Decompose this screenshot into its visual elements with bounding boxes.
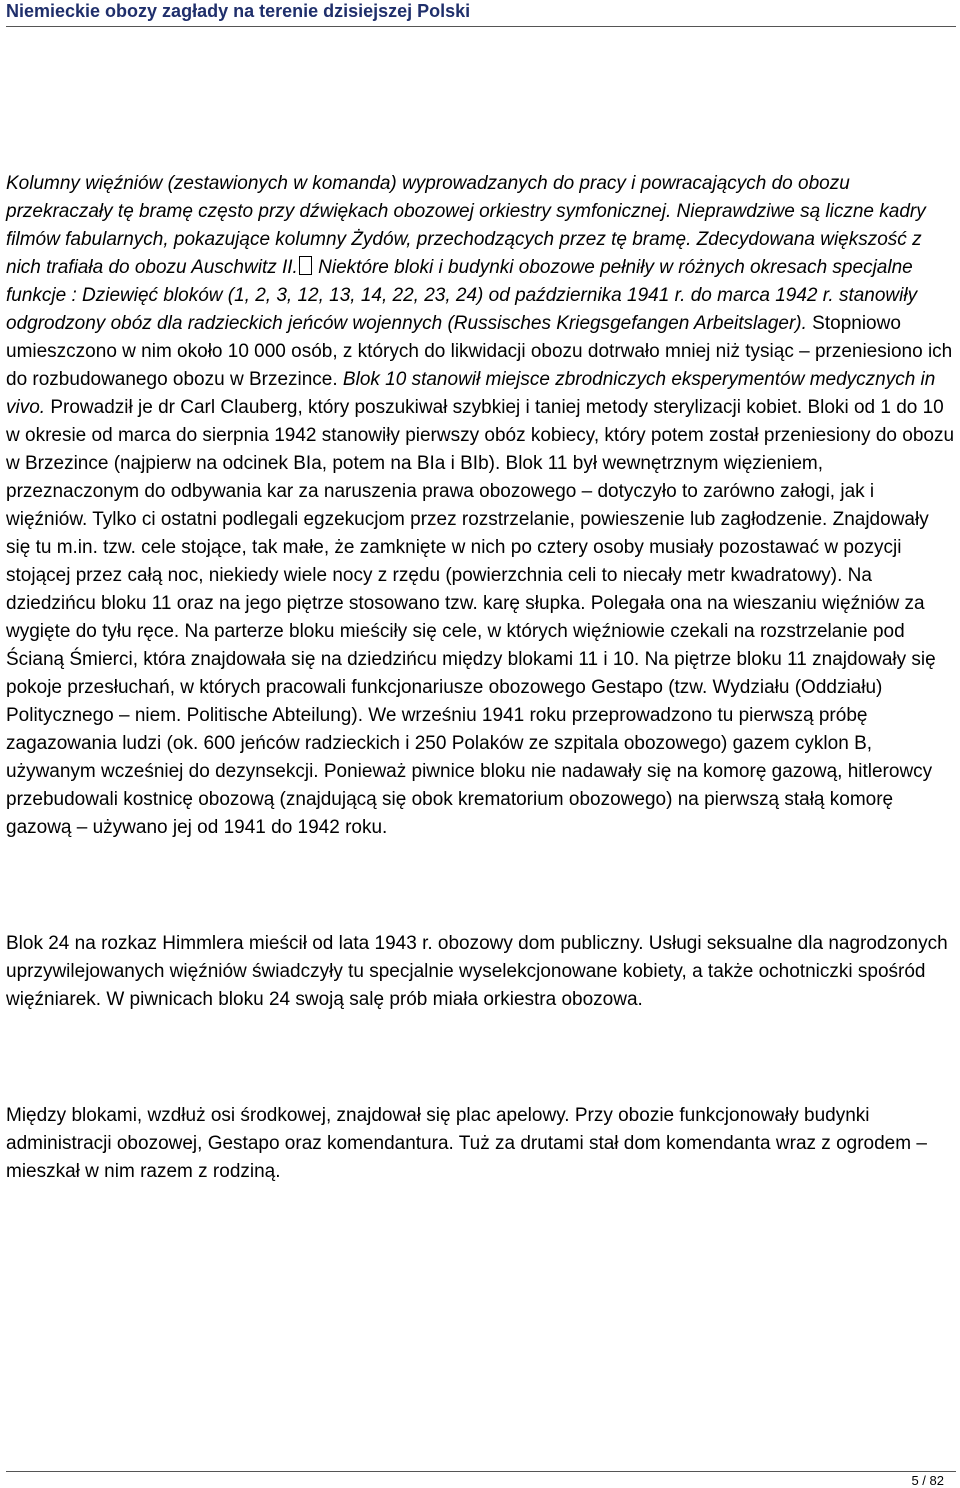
document-title: Niemieckie obozy zagłady na terenie dzisiejszej Polski: [6, 1, 471, 21]
document-body: [6, 170, 956, 1186]
page-header: [6, 0, 956, 28]
missing-glyph-box: [299, 256, 312, 275]
paragraph-main: [6, 170, 956, 842]
spacer: [6, 1014, 956, 1102]
italic-text-gate: Kolumny więźniów (zestawionych w komanda) wyprowadzanych do pracy i powracających do obozu przekraczały tę bramę często przy dźwiękach obozowej orkiestry symfonicznej. Nieprawdziwe są liczne kadry filmów fabularnych, pokazujące kolumny Żydów, przechodzących przez tę bramę. Zdecydowana większość z nich trafiała do obozu Auschwitz II.: [6, 173, 926, 278]
text-clauberg-block11: Prowadził je dr Carl Clauberg, który poszukiwał szybkiej i taniej metody sterylizacji kobiet. Bloki od 1 do 10 w okresie od marca do sierpnia 1942 stanowiły pierwszy obóz kobiecy, który potem został przeniesiony do obozu w Brzezince (najpierw na odcinek BIa, potem na BIa i BIb). Blok 11 był wewnętrznym więzieniem, przeznaczonym do odbywania kar za naruszenia prawa obozowego – dotyczyło to zarówno załogi, jak i więźniów. Tylko ci ostatni podlegali egzekucjom przez rozstrzelanie, powieszenie lub zagłodzenie. Znajdowały się tu m.in. tzw. cele stojące, tak małe, że zamknięte w nich po cztery osoby musiały pozostawać w pozycji stojącej przez całą noc, niekiedy wiele nocy z rzędu (powierzchnia celi to niecały metr kwadratowy). Na dziedzińcu bloku 11 oraz na jego piętrze stosowano tzw. karę słupka. Polegała ona na wieszaniu więźniów za wygięte do tyłu ręce. Na parterze bloku mieściły się cele, w których więźniowie czekali na rozstrzelanie pod Ścianą Śmierci, która znajdowała się na dziedzińcu między blokami 11 i 10. Na piętrze bloku 11 znajdowały się pokoje przesłuchań, w których pracowali funkcjonariusze obozowego Gestapo (tzw. Wydziału (Oddziału) Politycznego – niem. Politische Abteilung). We wrześniu 1941 roku przeprowadzono tu pierwszą próbę zagazowania ludzi (ok. 600 jeńców radzieckich i 250 Polaków ze szpitala obozowego) gazem cyklon B, używanym wcześniej do dezynsekcji. Ponieważ piwnice bloku nie nadawały się na komorę gazową, hitlerowcy przebudowali kostnicę obozową (znajdującą się obok krematorium obozowego) na pierwszą stałą komorę gazową – używano jej od 1941 do 1942 roku.: [6, 397, 955, 838]
text-prisoners: Stopniowo umieszczono w nim około 10 000 osób, z których do likwidacji obozu dotrwało mniej niż tysiąc – przeniesiono ich do rozbudowanego obozu w Brzezince.: [6, 313, 953, 390]
italic-text-block10: Blok 10 stanowił miejsce zbrodniczych eksperymentów medycznych in vivo.: [6, 369, 936, 418]
paragraph-block24: Blok 24 na rozkaz Himmlera mieścił od lata 1943 r. obozowy dom publiczny. Usługi seksualne dla nagrodzonych uprzywilejowanych więźniów świadczyły tu specjalnie wyselekcjonowane kobiety, a także ochotniczki spośród więźniarek. W piwnicach bloku 24 swoją salę prób miała orkiestra obozowa.: [6, 933, 948, 1010]
header-divider: [6, 26, 956, 27]
footer-divider: [6, 1471, 956, 1472]
spacer: [6, 842, 956, 930]
paragraph-appel-square: Między blokami, wzdłuż osi środkowej, znajdował się plac apelowy. Przy obozie funkcjonowały budynki administracji obozowej, Gestapo oraz komendantura. Tuż za drutami stał dom komendanta wraz z ogrodem – mieszkał w nim razem z rodziną.: [6, 1105, 927, 1182]
italic-text-blocks: Niektóre bloki i budynki obozowe pełniły w różnych okresach specjalne funkcje : Dziewięć bloków (1, 2, 3, 12, 13, 14, 22, 23, 24) od października 1941 r. do marca 1942 r. stanowiły odgrodzony obóz dla radzieckich jeńców wojennych (Russisches Kriegsgefangen Arbeitslager).: [6, 257, 918, 334]
page-number: 5 / 82: [911, 1473, 944, 1488]
